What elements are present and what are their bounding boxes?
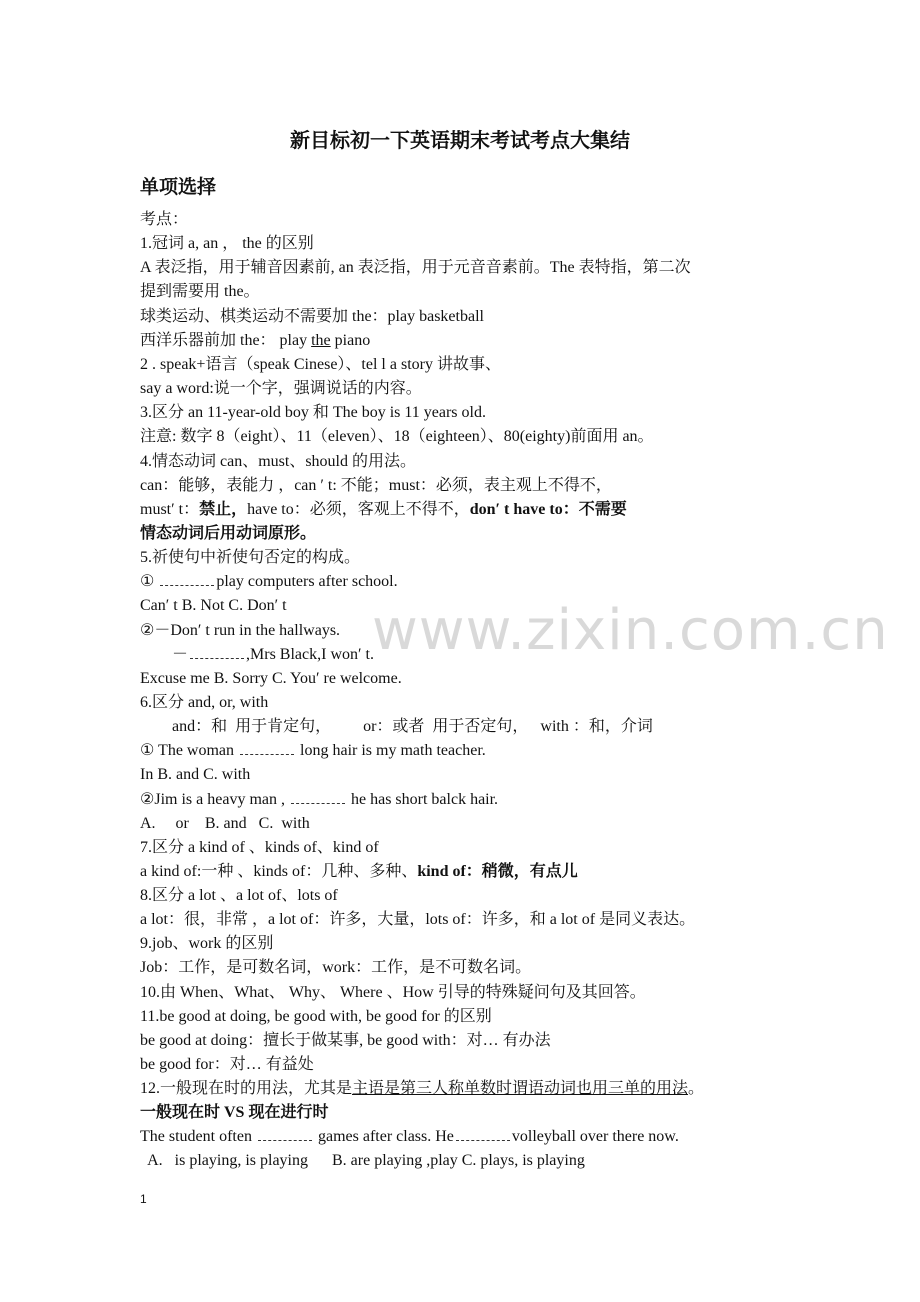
text-line: 情态动词后用动词原形。 [140, 525, 317, 542]
text-span: ① The woman [140, 742, 239, 759]
text-line: A. is playing, is playing B. are playing ,play C. plays, is playing [140, 1152, 585, 1169]
text-span: games after class. He [313, 1128, 454, 1145]
text-span: volleyball over there now. [511, 1128, 679, 1145]
text-line: say a word:说一个字，强调说话的内容。 [140, 380, 422, 397]
text-span: ,Mrs Black,I won′ t. [246, 646, 374, 663]
page-number: 1 [140, 1192, 147, 1206]
bold-text: don′ t have to：不需要 [469, 501, 627, 518]
text-line: 3.区分 an 11-year-old boy 和 The boy is 11 years old. [140, 404, 486, 421]
bold-text: kind of：稍微，有点儿 [417, 863, 578, 880]
text-line: and：和 用于肯定句， or：或者 用于否定句， with ：和，介词 [140, 718, 653, 735]
text-span: 西洋乐器前加 the： play [140, 332, 312, 349]
text-line: A. or B. and C. with [140, 815, 310, 832]
text-line [140, 498, 627, 522]
text-line: can：能够，表能力 ，can ′ t: 不能；must：必须，表主观上不得不， [140, 477, 612, 494]
answer-blank [291, 791, 345, 804]
text-line: 1.冠词 a, an ， the 的区别 [140, 235, 314, 252]
text-span: － [140, 646, 189, 663]
watermark: www.zixin.com.cn [372, 598, 889, 663]
text-line: be good at doing：擅长于做某事, be good with：对… 有办法 [140, 1032, 551, 1049]
text-span: a kind of:一种 、kinds of：几种、多种、 [140, 863, 418, 880]
underlined-text: the [311, 332, 331, 349]
text-line: In B. and C. with [140, 766, 251, 783]
text-span: 12.一般现在时的用法，尤其是 [140, 1080, 353, 1097]
text-line: 考点： [140, 211, 189, 228]
text-line [140, 860, 578, 884]
section-heading: 单项选择 [140, 176, 217, 198]
text-line [140, 739, 486, 763]
document-title: 新目标初一下英语期末考试考点大集结 [290, 128, 630, 152]
text-line: A 表泛指，用于辅音因素前, an 表泛指，用于元音音素前。The 表特指，第二次 [140, 259, 691, 276]
text-span: ① [140, 573, 159, 590]
bold-text: 禁止， [199, 501, 248, 518]
text-line [140, 643, 374, 667]
text-line: Excuse me B. Sorry C. You′ re welcome. [140, 670, 402, 687]
text-line: 球类运动、棋类运动不需要加 the：play basketball [140, 308, 484, 325]
text-line [140, 1125, 679, 1149]
text-span: must′ t： [140, 501, 200, 518]
text-span: have to：必须，客观上不得不， [247, 501, 470, 518]
answer-blank [258, 1128, 312, 1141]
text-span: 。 [688, 1080, 705, 1097]
text-line [140, 1077, 704, 1101]
answer-blank [160, 573, 214, 586]
text-line: Job：工作，是可数名词，work：工作，是不可数名词。 [140, 959, 532, 976]
text-line: ②－Don′ t run in the hallways. [140, 622, 341, 639]
text-line: 2 . speak+语言（speak Cinese）、tel l a story 讲故事、 [140, 356, 501, 373]
text-line: 注意: 数字 8（eight）、11（eleven）、18（eighteen）、80(eighty)前面用 an。 [140, 428, 654, 445]
text-line: 7.区分 a kind of 、kinds of、kind of [140, 839, 379, 856]
text-line [140, 329, 370, 353]
text-line: 8.区分 a lot 、a lot of、lots of [140, 887, 338, 904]
answer-blank [456, 1128, 510, 1141]
answer-blank [190, 646, 244, 659]
text-span: The student often [140, 1128, 256, 1145]
text-line: 5.祈使句中祈使句否定的构成。 [140, 549, 361, 566]
text-line: 一般现在时 VS 现在进行时 [140, 1104, 329, 1121]
text-line [140, 788, 498, 812]
text-line [140, 570, 398, 594]
text-line: Can′ t B. Not C. Don′ t [140, 597, 287, 614]
underlined-text: 主语是第三人称单数时谓语动词也用三单的用法 [352, 1080, 689, 1097]
text-line: 10.由 When、What、 Why、 Where 、How 引导的特殊疑问句及其回答。 [140, 984, 646, 1001]
text-span: ②Jim is a heavy man , [140, 791, 289, 808]
text-span: long hair is my math teacher. [296, 742, 486, 759]
text-span: piano [330, 332, 371, 349]
text-line: 9.job、work 的区别 [140, 935, 274, 952]
answer-blank [240, 742, 294, 755]
text-line: 提到需要用 the。 [140, 283, 260, 300]
text-line: 6.区分 and, or, with [140, 694, 269, 711]
text-line: 4.情态动词 can、must、should 的用法。 [140, 453, 416, 470]
text-line: be good for：对… 有益处 [140, 1056, 314, 1073]
text-line: 11.be good at doing, be good with, be good for 的区别 [140, 1008, 492, 1025]
text-span: play computers after school. [216, 573, 398, 590]
text-span: he has short balck hair. [346, 791, 499, 808]
text-line: a lot：很，非常 ，a lot of：许多，大量，lots of：许多，和 a lot of 是同义表达。 [140, 911, 696, 928]
